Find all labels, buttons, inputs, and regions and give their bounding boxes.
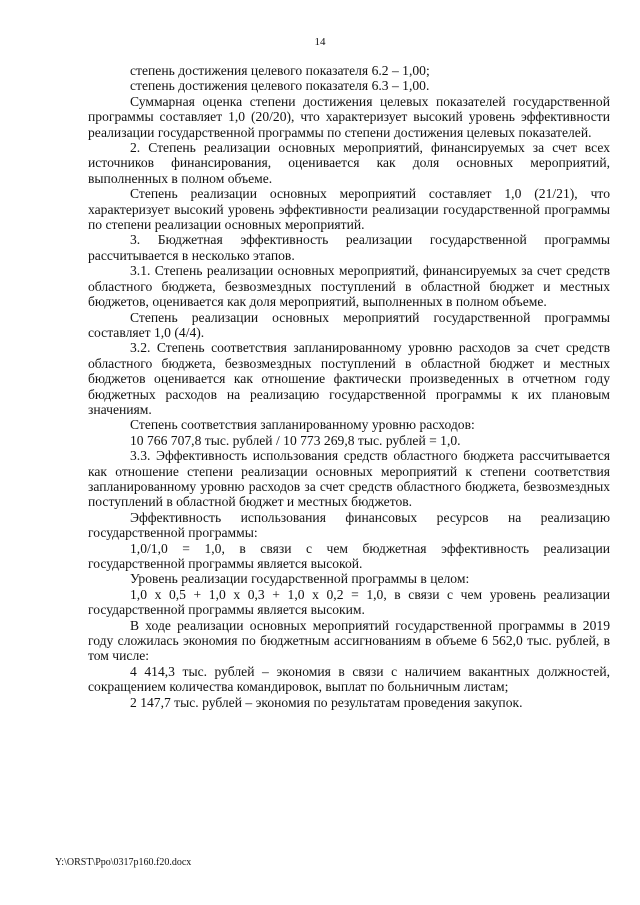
paragraph: 3.1. Степень реализации основных мероприятий, финансируемых за счет средств областного бюджета, безвозмездных поступлений в областной бюджет и местных бюджетов, оценивается как доля мероприятий, выполненных в полном объеме.: [88, 263, 610, 310]
paragraph: степень достижения целевого показателя 6.2 – 1,00;: [130, 63, 430, 78]
formula-line: 1,0/1,0 = 1,0, в связи с чем бюджетная эффективность реализации государственной программы является высокой.: [88, 540, 610, 571]
paragraph: Уровень реализации государственной программы в целом:: [130, 571, 470, 587]
paragraph: 3.3. Эффективность использования средств областного бюджета рассчитывается как отношение степени реализации основных мероприятий к степени соответствия запланированному уровню расходов за счет средств областного бюджета, безвозмездных поступлений в областной бюджет и местных бюджетов.: [88, 448, 610, 510]
formula-line: 1,0 х 0,5 + 1,0 х 0,3 + 1,0 х 0,2 = 1,0, в связи с чем уровень реализации государственной программы является высоким.: [88, 586, 610, 618]
footer-file-path: Y:\ORST\Ppo\0317p160.f20.docx: [55, 857, 192, 868]
paragraph: 3.2. Степень соответствия запланированному уровню расходов за счет средств областного бюджета, безвозмездных поступлений в областной бюджет и местных бюджетов оценивается как отношение фактически произведенных в отчетном году бюджетных расходов на реализацию государственной программы к их плановым значениям.: [88, 340, 610, 417]
paragraph: Степень соответствия запланированному уровню расходов:: [130, 417, 475, 433]
formula-line: 10 766 707,8 тыс. рублей / 10 773 269,8 тыс. рублей = 1,0.: [130, 432, 461, 448]
paragraph: Суммарная оценка степени достижения целевых показателей государственной программы составляет 1,0 (20/20), что характеризует высокий уровень эффективности реализации государственной программы по степени достижения целевых показателей.: [88, 93, 610, 140]
document-body: [88, 63, 610, 710]
paragraph: Эффективность использования финансовых ресурсов на реализацию государственной программы:: [88, 509, 610, 541]
paragraph: степень достижения целевого показателя 6.3 – 1,00.: [130, 78, 430, 94]
page-number: 14: [314, 36, 326, 48]
paragraph: 3. Бюджетная эффективность реализации государственной программы рассчитывается в несколько этапов.: [88, 232, 610, 263]
paragraph: Степень реализации основных мероприятий государственной программы составляет 1,0 (4/4).: [88, 309, 610, 340]
list-item: 2 147,7 тыс. рублей – экономия по результатам проведения закупок.: [130, 694, 523, 710]
paragraph: В ходе реализации основных мероприятий государственной программы в 2019 году сложилась экономия по бюджетным ассигнованиям в объеме 6 562,0 тыс. рублей, в том числе:: [88, 617, 610, 664]
list-item: 4 414,3 тыс. рублей – экономия в связи с наличием вакантных должностей, сокращением количества командировок, выплат по больничным листам;: [88, 663, 610, 695]
paragraph: 2. Степень реализации основных мероприятий, финансируемых за счет всех источников финансирования, оценивается как доля основных мероприятий, выполненных в полном объеме.: [88, 140, 610, 186]
paragraph: Степень реализации основных мероприятий составляет 1,0 (21/21), что характеризует высокий уровень эффективности реализации государственной программы по степени реализации основных мероприятий.: [88, 186, 610, 233]
